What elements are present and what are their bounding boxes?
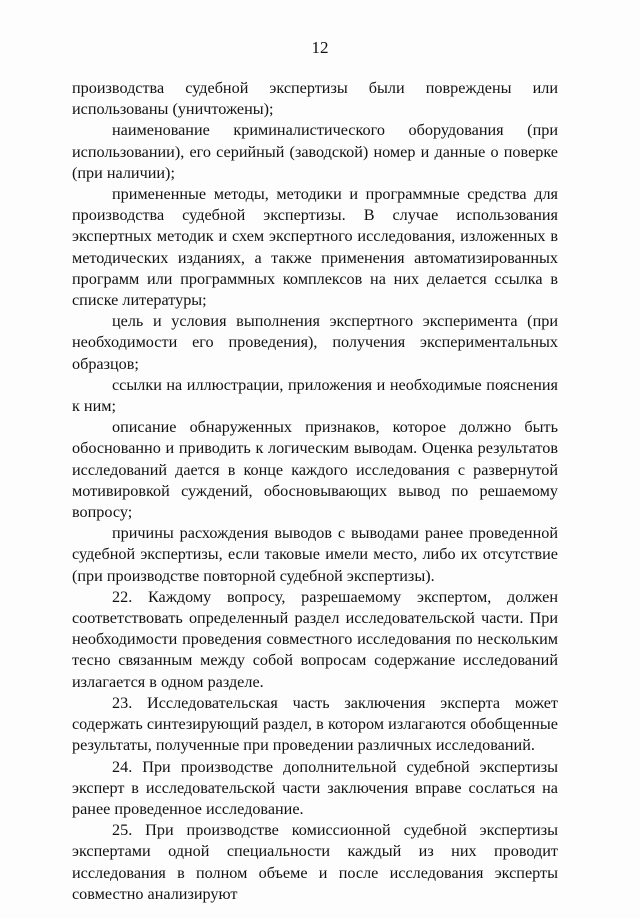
paragraph-item-25: 25. При производстве комиссионной судебной экспертизы экспертами одной специальности каждый из них проводит исследования в полном объеме и после исследования эксперты совместно анализируют <box>72 821 558 903</box>
paragraph-item-23: 23. Исследовательская часть заключения эксперта может содержать синтезирующий раздел, в котором излагаются обобщенные результаты, полученные при проведении различных исследований. <box>72 693 558 755</box>
document-body <box>72 78 558 905</box>
paragraph-illustrations: ссылки на иллюстрации, приложения и необходимые пояснения к ним; <box>72 375 558 416</box>
paragraph-description: описание обнаруженных признаков, которое должно быть обоснованно и приводить к логическим выводам. Оценка результатов исследований дается в конце каждого исследования с развернутой мотивировкой суждений, обосновывающих вывод по решаемому вопросу; <box>72 418 558 522</box>
page-number: 12 <box>311 38 329 57</box>
paragraph-experiment: цель и условия выполнения экспертного эксперимента (при необходимости его проведения), получения экспериментальных образцов; <box>72 312 558 373</box>
paragraph-item-24: 24. При производстве дополнительной судебной экспертизы эксперт в исследовательской части заключения вправе сослаться на ранее проведенное исследование. <box>72 757 558 818</box>
paragraph-equipment: наименование криминалистического оборудования (при использовании), его серийный (заводской) номер и данные о поверке (при наличии); <box>72 121 558 182</box>
paragraph-item-22: 22. Каждому вопросу, разрешаемому экспертом, должен соответствовать определенный раздел исследовательской части. При необходимости проведения совместного исследования по нескольким тесно связанным между собой вопросам содержание исследований излагается в одном разделе. <box>72 587 558 691</box>
paragraph-continuation: производства судебной экспертизы были повреждены или использованы (уничтожены); <box>72 79 558 119</box>
paragraph-methods: примененные методы, методики и программные средства для производства судебной экспертизы. В случае использования экспертных методик и схем экспертного исследования, изложенных в методических изданиях, а также применения автоматизированных программ или программных комплексов на них делается ссылка в списке литературы; <box>72 185 558 310</box>
paragraph-discrepancy: причины расхождения выводов с выводами ранее проведенной судебной экспертизы, если таковые имели место, либо их отсутствие (при производстве повторной судебной экспертизы). <box>72 524 558 585</box>
